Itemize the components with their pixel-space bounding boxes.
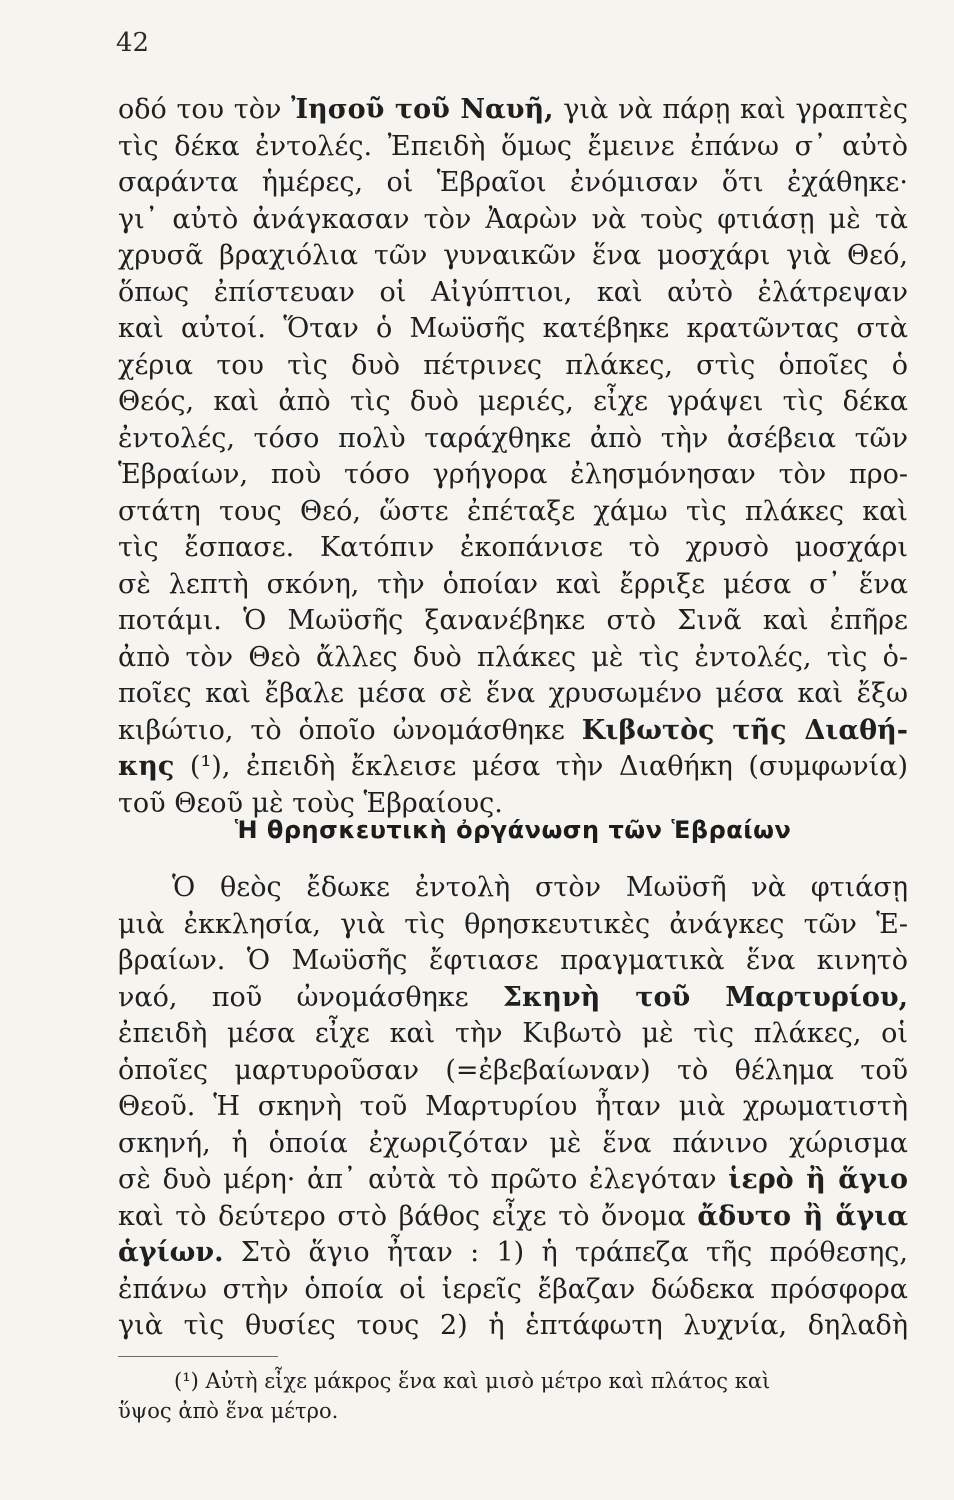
text-line: [118, 713, 908, 750]
text-line: [118, 92, 908, 129]
text-line: μιὰ ἐκκλησία, γιὰ τὶς θρησκευτικὲς ἀνάγκες τῶν Ἑ-: [118, 908, 908, 940]
text-line: ἐπειδὴ μέσα εἶχε καὶ τὴν Κιβωτὸ μὲ τὶς πλάκες, οἱ: [118, 1018, 908, 1049]
text-run: γιὰ νὰ πάρῃ καὶ γραπτὲς: [553, 94, 908, 125]
paragraph-golden-calf: [118, 92, 908, 822]
footnote-line: ὕψος ἀπὸ ἕνα μέτρο.: [118, 1399, 339, 1423]
footnote-marker: (¹): [174, 1369, 199, 1393]
text-line: Θεός, καὶ ἀπὸ τὶς δυὸ μεριές, εἶχε γράψει τὶς δέκα: [118, 386, 908, 417]
text-line: βραίων. Ὁ Μωϋσῆς ἔφτιασε πραγματικὰ ἕνα κινητὸ: [118, 945, 908, 976]
text-line: ἐντολές, τόσο πολὺ ταράχθηκε ἀπὸ τὴν ἀσέβεια τῶν: [118, 422, 908, 454]
text-line: [118, 1162, 908, 1199]
text-line: ἐπάνω στὴν ὁποία οἱ ἱερεῖς ἔβαζαν δώδεκα πρόσφορα: [118, 1273, 908, 1305]
text-run: καὶ τὸ δεύτερο στὸ βάθος εἶχε τὸ ὄνομα: [118, 1200, 698, 1232]
text-line: χρυσᾶ βραχιόλια τῶν γυναικῶν ἕνα μοσχάρι γιὰ Θεό,: [118, 240, 908, 271]
text-line: ἀπὸ τὸν Θεὸ ἄλλες δυὸ πλάκες μὲ τὶς ἐντολές, τὶς ὁ-: [118, 641, 908, 673]
text-line: [118, 980, 908, 1017]
text-run: (¹), ἐπειδὴ ἔκλεισε μέσα τὴν Διαθήκη (συμφωνία): [174, 751, 908, 782]
paragraph-tabernacle: [118, 870, 908, 1345]
text-line: τὶς δέκα ἐντολές. Ἐπειδὴ ὅμως ἔμεινε ἐπάνω σ᾿ αὐτὸ: [118, 130, 908, 162]
text-line: ὅπως ἐπίστευαν οἱ Αἰγύπτιοι, καὶ αὐτὸ ἐλάτρεψαν: [118, 276, 908, 308]
text-line: Θεοῦ. Ἡ σκηνὴ τοῦ Μαρτυρίου ἦταν μιὰ χρωματιστὴ: [118, 1091, 908, 1122]
bold-term: Ἰησοῦ τοῦ Ναυῆ,: [291, 94, 554, 125]
bold-term: Κιβωτὸς τῆς Διαθή-: [581, 714, 908, 746]
text-line: τοῦ Θεοῦ μὲ τοὺς Ἑβραίους.: [118, 787, 503, 819]
text-run: Στὸ ἅγιο ἦταν : 1) ἡ τράπεζα τῆς πρόθεσης,: [223, 1237, 908, 1268]
text-line: [118, 749, 908, 786]
text-line: τὶς ἔσπασε. Κατόπιν ἐκοπάνισε τὸ χρυσὸ μοσχάρι: [118, 532, 908, 563]
text-line: ὁποῖες μαρτυροῦσαν (=ἐβεβαίωναν) τὸ θέλημα τοῦ: [118, 1054, 908, 1086]
text-line: Ἑβραίων, ποὺ τόσο γρήγορα ἐλησμόνησαν τὸν προ-: [118, 459, 908, 490]
section-heading: Ἡ θρησκευτικὴ ὀργάνωση τῶν Ἑβραίων: [234, 816, 792, 844]
text-run: Αὐτὴ εἶχε μάκρος ἕνα καὶ μισὸ μέτρο καὶ πλάτος καὶ: [198, 1369, 771, 1393]
text-line: ποτάμι. Ὁ Μωϋσῆς ξανανέβηκε στὸ Σινᾶ καὶ ἐπῆρε: [118, 605, 908, 636]
text-line: σαράντα ἡμέρες, οἱ Ἑβραῖοι ἐνόμισαν ὅτι ἐχάθηκε·: [118, 167, 908, 198]
text-line: Ὁ θεὸς ἔδωκε ἐντολὴ στὸν Μωϋσῆ νὰ φτιάσῃ: [172, 872, 908, 903]
footnote-divider: [118, 1356, 278, 1357]
bold-term: κης: [118, 751, 175, 782]
text-line: ποῖες καὶ ἔβαλε μέσα σὲ ἕνα χρυσωμένο μέσα καὶ ἔξω: [118, 678, 908, 709]
text-line: γι᾿ αὐτὸ ἀνάγκασαν τὸν Ἀαρὼν νὰ τοὺς φτιάσῃ μὲ τὰ: [118, 203, 908, 235]
text-run: σὲ δυὸ μέρη· ἀπ᾿ αὐτὰ τὸ πρῶτο ἐλεγόταν: [118, 1164, 729, 1195]
bold-term: ἁγίων.: [118, 1237, 224, 1268]
footnote-line: [118, 1366, 908, 1396]
text-line: χέρια του τὶς δυὸ πέτρινες πλάκες, στὶς ὁποῖες ὁ: [118, 349, 908, 381]
text-line: καὶ αὐτοί. Ὅταν ὁ Μωϋσῆς κατέβηκε κρατῶντας στὰ: [118, 313, 908, 344]
text-run: οδό του τὸν: [118, 94, 292, 125]
text-run: κιβώτιο, τὸ ὁποῖο ὠνομάσθηκε: [118, 714, 582, 746]
bold-term: ἄδυτο ἢ ἅγια: [697, 1200, 908, 1232]
text-line: [118, 1235, 908, 1272]
text-line: γιὰ τὶς θυσίες τους 2) ἡ ἑπτάφωτη λυχνία, δηλαδὴ: [118, 1310, 908, 1341]
text-line: στάτη τους Θεό, ὥστε ἐπέταξε χάμω τὶς πλάκες καὶ: [118, 495, 908, 527]
text-line: [118, 1199, 908, 1236]
footnote: [118, 1366, 908, 1426]
text-run: ναό, ποῦ ὠνομάσθηκε: [118, 981, 503, 1013]
bold-term: Σκηνὴ τοῦ Μαρτυρίου,: [502, 981, 908, 1013]
page-number: 42: [116, 28, 150, 58]
text-line: σκηνή, ἡ ὁποία ἐχωριζόταν μὲ ἕνα πάνινο χώρισμα: [118, 1127, 908, 1159]
bold-term: ἱερὸ ἢ ἅγιο: [728, 1164, 908, 1195]
text-line: σὲ λεπτὴ σκόνη, τὴν ὁποίαν καὶ ἔρριξε μέσα σ᾿ ἕνα: [118, 568, 908, 600]
